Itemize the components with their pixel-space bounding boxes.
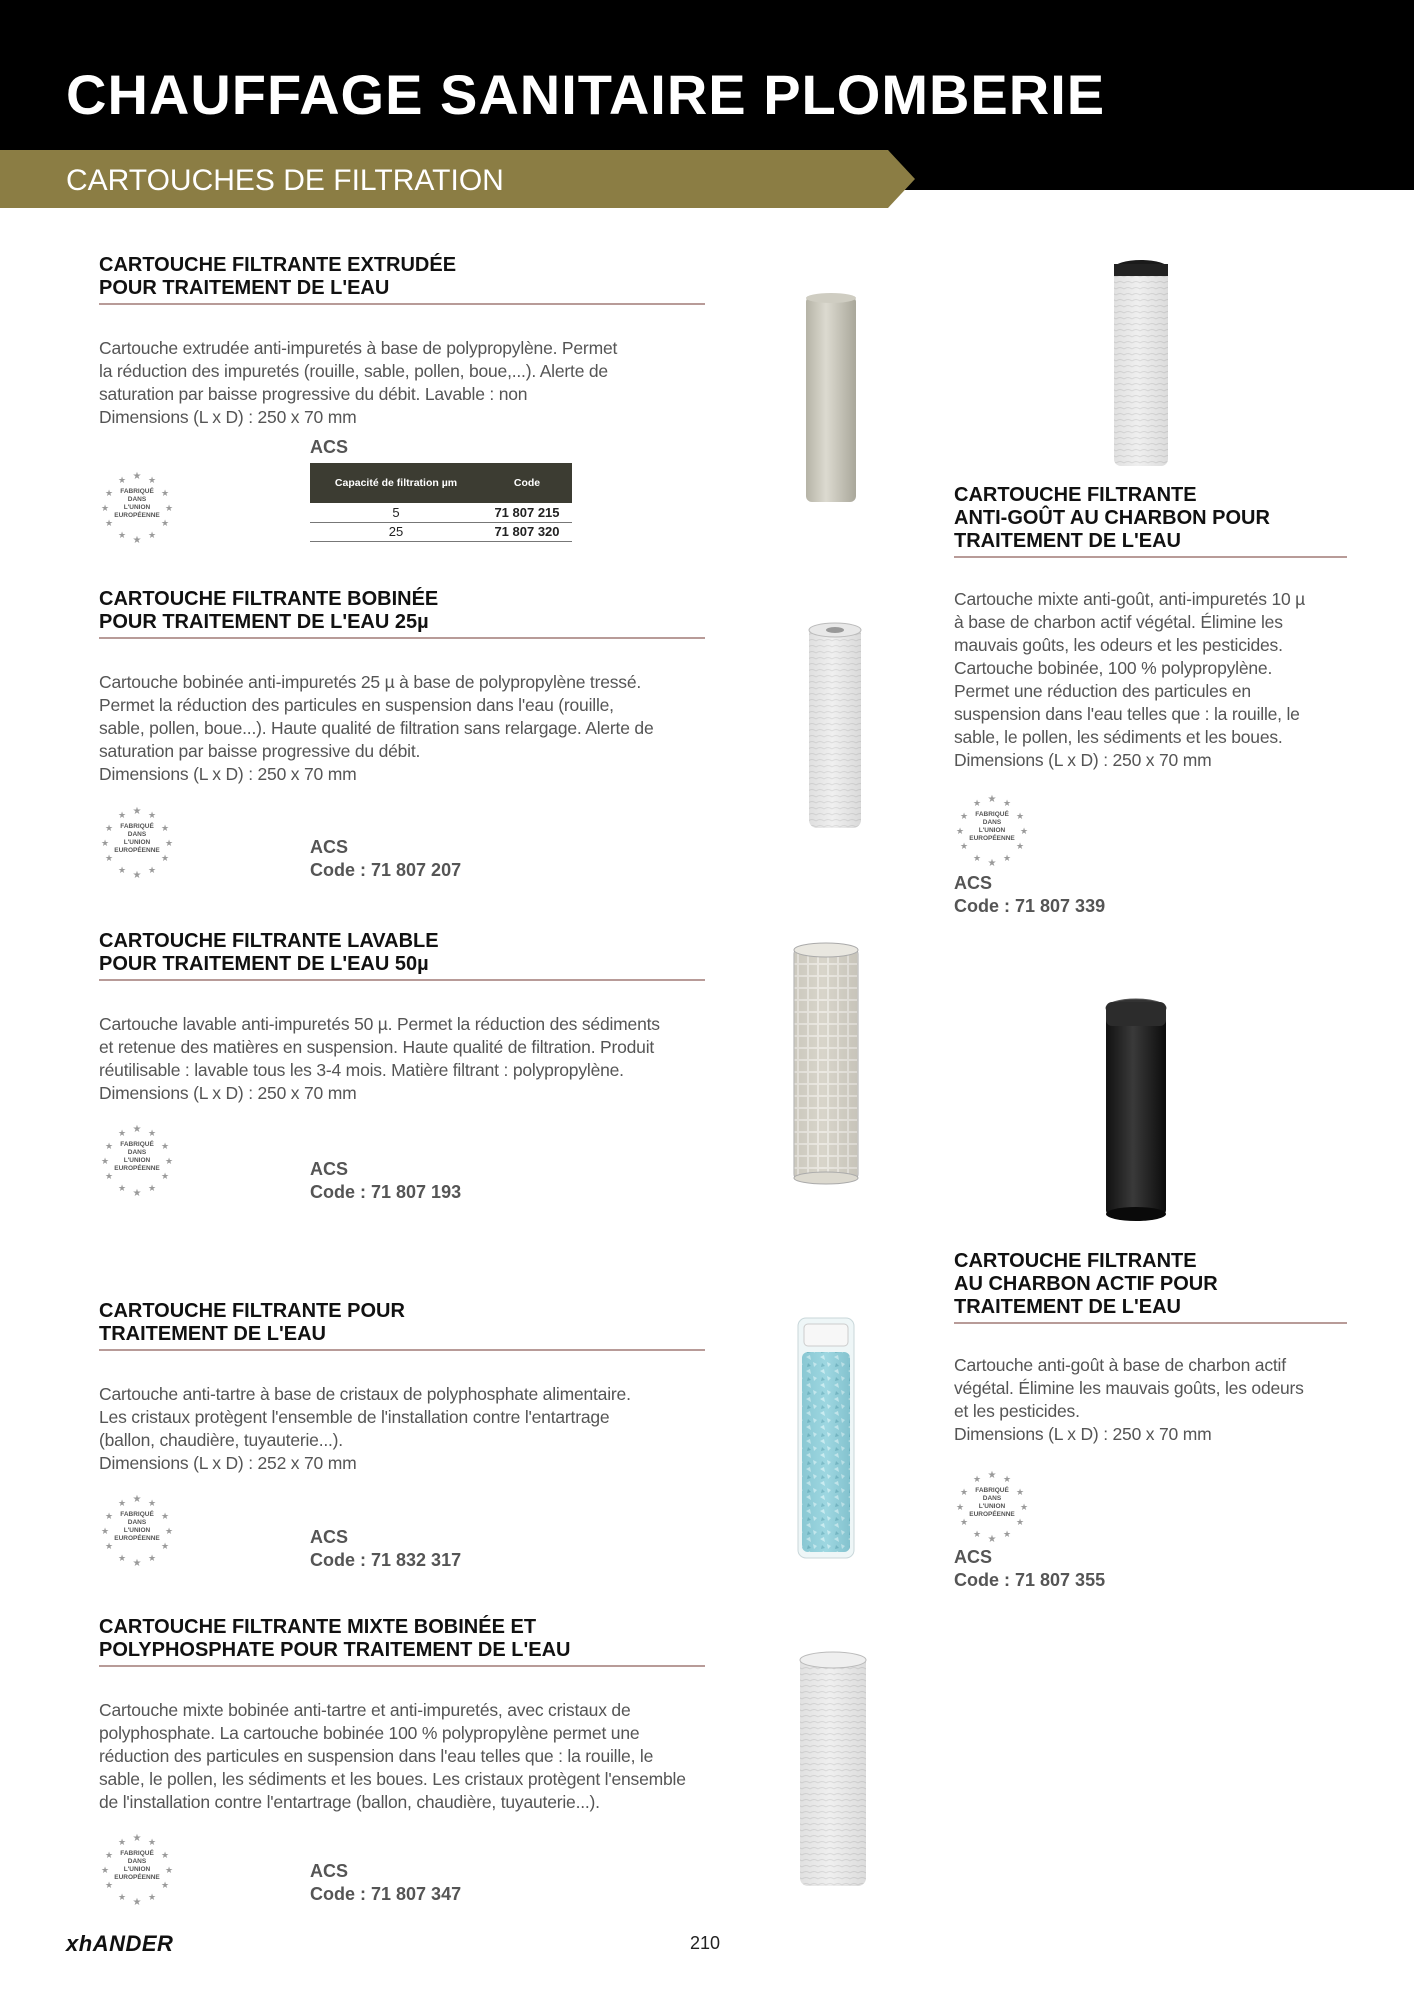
acs-label: ACS	[310, 437, 349, 457]
product-bobinee-25	[99, 588, 705, 786]
product-code: Code : 71 832 317	[310, 1550, 462, 1570]
product-description: Cartouche anti-goût à base de charbon actif végétal. Élimine les mauvais goûts, les odeurs et les pesticides. Dimensions (L x D) : 250 x 70 mm	[954, 1355, 1304, 1444]
product-title: CARTOUCHE FILTRANTE AU CHARBON ACTIF POUR TRAITEMENT DE L'EAU	[954, 1250, 1347, 1324]
product-mixte-bobinee	[99, 1616, 705, 1814]
section-title: CARTOUCHES DE FILTRATION	[66, 164, 504, 197]
product-title: CARTOUCHE FILTRANTE LAVABLE POUR TRAITEMENT DE L'EAU 50µ	[99, 930, 705, 981]
eu-made-badge: FABRIQUÉ DANS L'UNION EUROPÉENNE	[950, 788, 1034, 872]
product-code: Code : 71 807 347	[310, 1884, 462, 1904]
product-polyphosphate	[99, 1300, 705, 1475]
acs-label: ACS	[310, 1527, 349, 1547]
product-code: Code : 71 807 339	[954, 896, 1106, 916]
acs-label: ACS	[310, 837, 349, 857]
mixed-wound-cartridge-image	[794, 1648, 872, 1892]
filtration-spec-table	[310, 463, 572, 542]
page-number: 210	[690, 1933, 721, 1953]
brand-logo: xhANDER	[66, 1931, 174, 1956]
acs-label: ACS	[310, 1861, 349, 1881]
product-anti-gout-charbon	[954, 484, 1347, 772]
product-lavable-50	[99, 930, 705, 1105]
charcoal-mixed-cartridge-image	[1108, 256, 1174, 472]
table-row: 5 71 807 215	[310, 503, 572, 522]
eu-made-badge: FABRIQUÉ DANS L'UNION EUROPÉENNE	[95, 1488, 179, 1572]
product-code: Code : 71 807 207	[310, 860, 462, 880]
product-title: CARTOUCHE FILTRANTE BOBINÉE POUR TRAITEMENT DE L'EAU 25µ	[99, 588, 705, 639]
product-title: CARTOUCHE FILTRANTE ANTI-GOÛT AU CHARBON POUR TRAITEMENT DE L'EAU	[954, 484, 1347, 558]
eu-made-badge: FABRIQUÉ DANS L'UNION EUROPÉENNE	[950, 1464, 1034, 1548]
product-description: Cartouche bobinée anti-impuretés 25 µ à base de polypropylène tressé. Permet la réduction des particules en suspension dans l'eau (rouille, sable, pollen, boue...). Haute qualité de filtration sans relargage. Alerte de saturation par baisse progressive du débit. Dimensions (L x D) : 250 x 70 mm	[99, 672, 654, 784]
product-extrudee	[99, 254, 705, 429]
acs-label: ACS	[954, 1547, 993, 1567]
extruded-cartridge-image	[796, 292, 866, 506]
col-capacity: Capacité de filtration µm	[310, 463, 482, 503]
polyphosphate-cartridge-image	[790, 1312, 862, 1564]
product-description: Cartouche lavable anti-impuretés 50 µ. Permet la réduction des sédiments et retenue des matières en suspension. Haute qualité de filtration. Produit réutilisable : lavable tous les 3-4 mois. Matière filtrant : polypropylène. Dimensions (L x D) : 250 x 70 mm	[99, 1014, 660, 1103]
table-row: 25 71 807 320	[310, 522, 572, 541]
product-description: Cartouche mixte anti-goût, anti-impuretés 10 µ à base de charbon actif végétal. Élimine les mauvais goûts, les odeurs et les pesticides. Cartouche bobinée, 100 % polypropylène. Permet une réduction des particules en suspension dans l'eau telles que : la rouille, le sable, le pollen, les sédiments et les boues. Dimensions (L x D) : 250 x 70 mm	[954, 589, 1306, 770]
eu-made-badge: FABRIQUÉ DANS L'UNION EUROPÉENNE	[95, 800, 179, 884]
product-description: Cartouche anti-tartre à base de cristaux de polyphosphate alimentaire. Les cristaux protègent l'ensemble de l'installation contre l'entartrage (ballon, chaudière, tuyauterie...). Dimensions (L x D) : 252 x 70 mm	[99, 1384, 631, 1473]
page-title: CHAUFFAGE SANITAIRE PLOMBERIE	[66, 63, 1106, 126]
product-code: Code : 71 807 355	[954, 1570, 1106, 1590]
activated-charcoal-cartridge-image	[1096, 996, 1176, 1226]
eu-made-badge: FABRIQUÉ DANS L'UNION EUROPÉENNE	[95, 1827, 179, 1911]
product-code: Code : 71 807 193	[310, 1182, 462, 1202]
product-title: CARTOUCHE FILTRANTE MIXTE BOBINÉE ET POLYPHOSPHATE POUR TRAITEMENT DE L'EAU	[99, 1616, 705, 1667]
product-charbon-actif	[954, 1250, 1347, 1446]
col-code: Code	[482, 463, 572, 503]
acs-label: ACS	[954, 873, 993, 893]
eu-made-badge: FABRIQUÉ DANS L'UNION EUROPÉENNE	[95, 1118, 179, 1202]
acs-label: ACS	[310, 1159, 349, 1179]
product-title: CARTOUCHE FILTRANTE EXTRUDÉE POUR TRAITEMENT DE L'EAU	[99, 254, 705, 305]
wound-cartridge-image	[800, 620, 870, 834]
eu-made-badge: FABRIQUÉ DANS L'UNION EUROPÉENNE	[95, 465, 179, 549]
product-description: Cartouche extrudée anti-impuretés à base de polypropylène. Permet la réduction des impuretés (rouille, sable, pollen, boue,...). Alerte de saturation par baisse progressive du débit. Lavable : non Dimensions (L x D) : 250 x 70 mm	[99, 338, 618, 427]
washable-cartridge-image	[788, 940, 864, 1188]
product-description: Cartouche mixte bobinée anti-tartre et anti-impuretés, avec cristaux de polyphosphate. La cartouche bobinée 100 % polypropylène permet une réduction des particules en suspension dans l'eau telles que : la rouille, le sable, le pollen, les sédiments et les boues. Les cristaux protègent l'ensemble de l'installation contre l'entartrage (ballon, chaudière, tuyauterie...).	[99, 1700, 686, 1812]
product-title: CARTOUCHE FILTRANTE POUR TRAITEMENT DE L'EAU	[99, 1300, 705, 1351]
